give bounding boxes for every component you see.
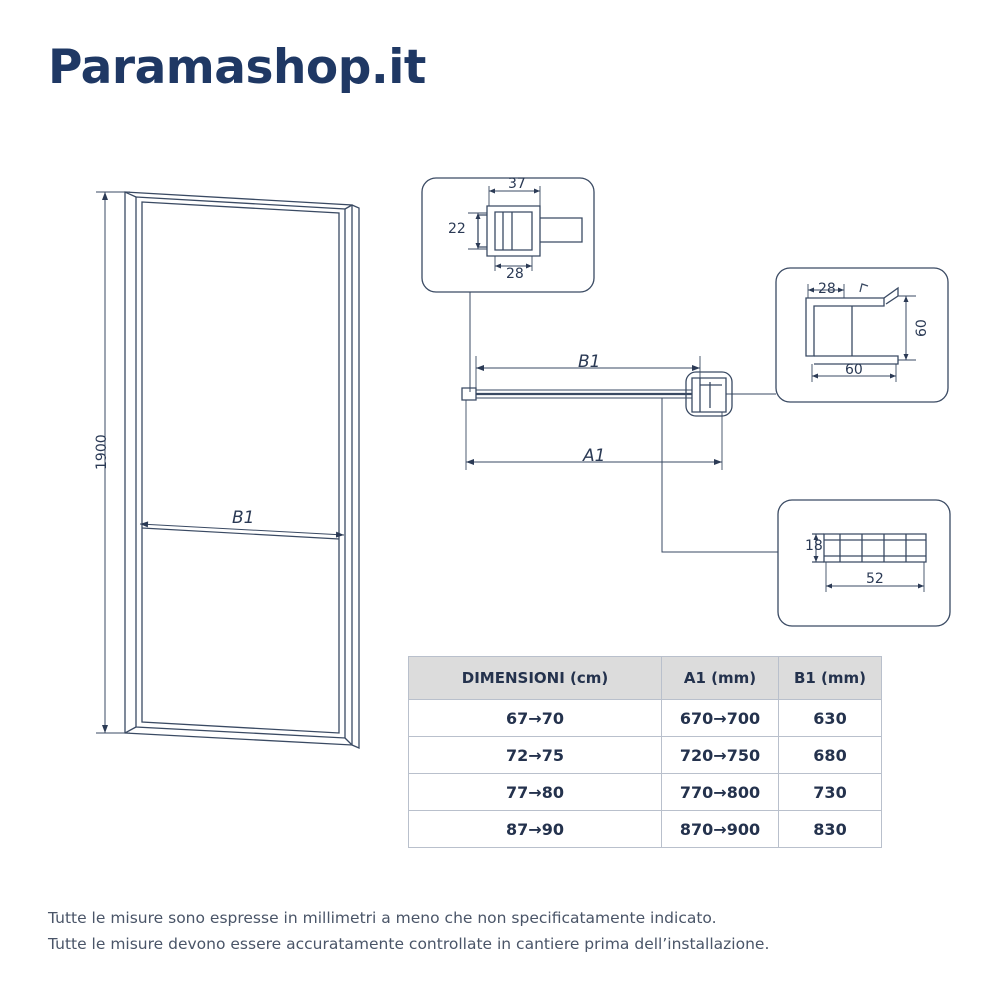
detail-bottom-width-52: 52 [866, 571, 884, 587]
detail-right-height-60: 60 [914, 319, 930, 337]
cell-dimensioni: 72→75 [409, 737, 662, 774]
cell-dimensioni: 87→90 [409, 811, 662, 848]
dimensions-table [408, 656, 882, 848]
cell-b1: 730 [779, 774, 882, 811]
note-line-1: Tutte le misure sono espresse in millimetri a meno che non specificatamente indicato. [48, 909, 717, 927]
table-row [409, 737, 882, 774]
cell-a1: 770→800 [662, 774, 779, 811]
detail-top-width-37: 37 [508, 176, 526, 192]
footer-notes [48, 905, 769, 957]
cell-dimensioni: 77→80 [409, 774, 662, 811]
cell-a1: 670→700 [662, 700, 779, 737]
table-header-row [409, 657, 882, 700]
dimension-label-door-b1: B1 [232, 508, 255, 528]
cell-b1: 830 [779, 811, 882, 848]
cell-dimensioni: 67→70 [409, 700, 662, 737]
table-row [409, 700, 882, 737]
detail-right-width-60: 60 [845, 362, 863, 378]
table-header-b1: B1 (mm) [779, 657, 882, 700]
detail-top-height-22: 22 [448, 221, 466, 237]
brand-logo: Paramashop.it [48, 40, 426, 95]
detail-bottom-height-18: 18 [805, 538, 823, 554]
cell-a1: 720→750 [662, 737, 779, 774]
table-header-dimensioni: DIMENSIONI (cm) [409, 657, 662, 700]
cell-a1: 870→900 [662, 811, 779, 848]
dimension-label-plan-a1: A1 [583, 446, 606, 466]
note-line-2: Tutte le misure devono essere accuratamente controllate in cantiere prima dell’installazione. [48, 935, 770, 953]
cell-b1: 630 [779, 700, 882, 737]
dimension-label-plan-b1: B1 [578, 352, 601, 372]
table-header-a1: A1 (mm) [662, 657, 779, 700]
dimension-label-height: 1900 [94, 434, 110, 470]
detail-top-base-28: 28 [506, 266, 524, 282]
table-row [409, 774, 882, 811]
detail-right-depth-28: 28 [818, 281, 836, 297]
cell-b1: 680 [779, 737, 882, 774]
table-row [409, 811, 882, 848]
